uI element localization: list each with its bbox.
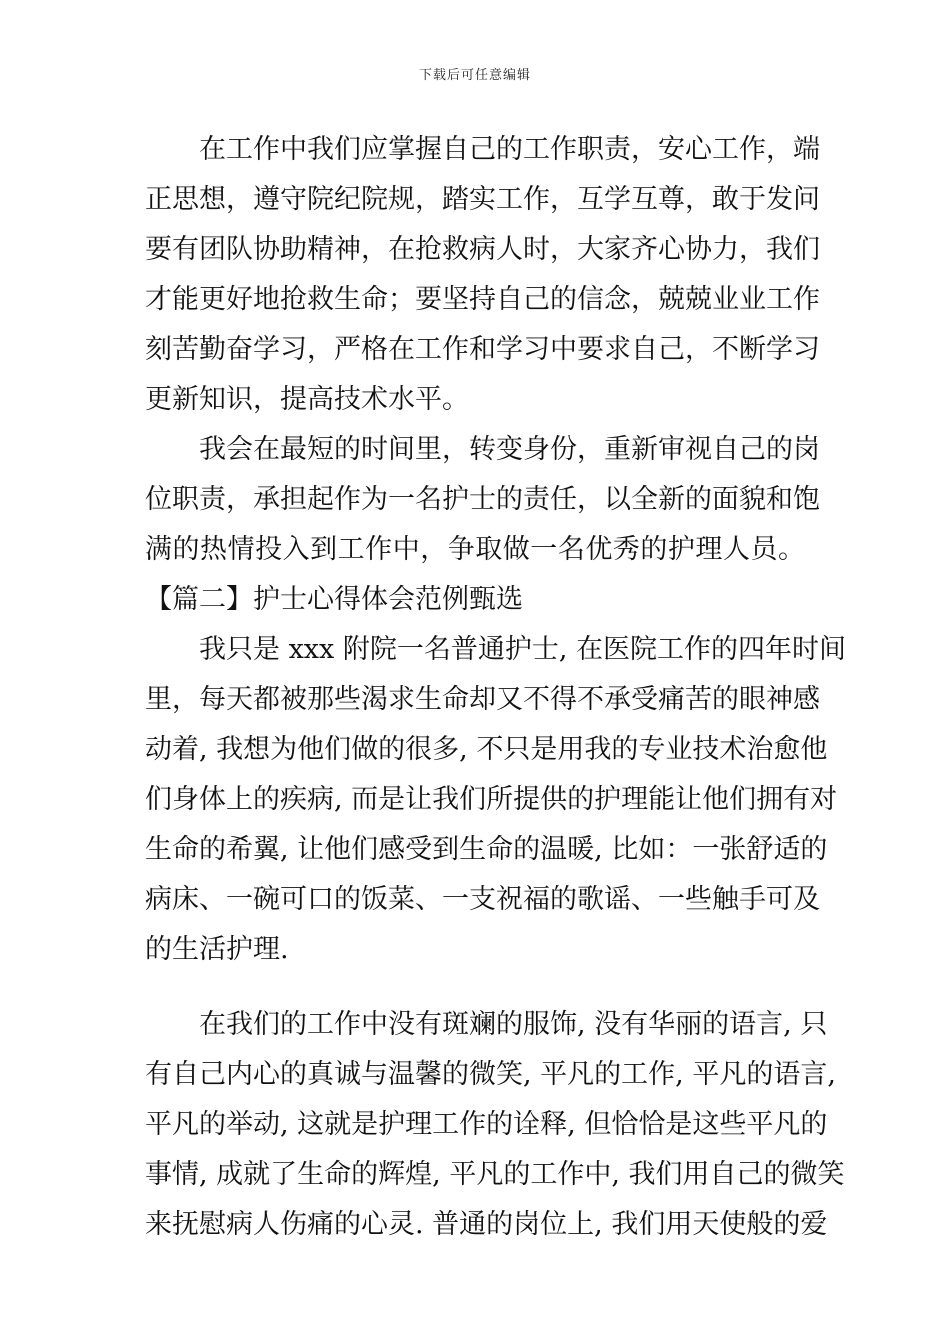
text-line: 生命的希翼, 让他们感受到生命的温暖, 比如：一张舒适的 — [145, 834, 828, 865]
text-line: 们身体上的疾病, 而是让我们所提供的护理能让他们拥有对 — [145, 784, 838, 815]
text-line: 里，每天都被那些渴求生命却又不得不承受痛苦的眼神感 — [145, 684, 820, 715]
text-line: 我会在最短的时间里，转变身份，重新审视自己的岗 — [199, 434, 820, 465]
text-line: 位职责，承担起作为一名护士的责任，以全新的面貌和饱 — [145, 484, 820, 515]
text-line: 满的热情投入到工作中，争取做一名优秀的护理人员。 — [145, 534, 805, 565]
text-line: 有自己内心的真诚与温馨的微笑, 平凡的工作, 平凡的语言, — [145, 1059, 836, 1090]
text-line: 才能更好地抢救生命；要坚持自己的信念，兢兢业业工作 — [145, 284, 820, 315]
text-line: 来抚慰病人伤痛的心灵. 普通的岗位上, 我们用天使般的爱 — [145, 1209, 828, 1240]
text-line: 要有团队协助精神，在抢救病人时，大家齐心协力，我们 — [145, 234, 820, 265]
text-line: 刻苦勤奋学习，严格在工作和学习中要求自己，不断学习 — [145, 334, 820, 365]
text-line: 更新知识，提高技术水平。 — [145, 384, 469, 415]
section-heading: 【篇二】护士心得体会范例甄选 — [145, 584, 523, 615]
text-line: 在工作中我们应掌握自己的工作职责，安心工作，端 — [199, 134, 820, 165]
text-line: 事情, 成就了生命的辉煌, 平凡的工作中, 我们用自己的微笑 — [145, 1159, 845, 1190]
text-line: 平凡的举动, 这就是护理工作的诠释, 但恰恰是这些平凡的 — [145, 1109, 828, 1140]
text-line: 动着, 我想为他们做的很多, 不只是用我的专业技术治愈他 — [145, 734, 828, 765]
text-line: 我只是 xxx 附院一名普通护士, 在医院工作的四年时间 — [199, 634, 847, 665]
text-line: 正思想，遵守院纪院规，踏实工作，互学互尊，敢于发问 — [145, 184, 820, 215]
text-line: 病床、一碗可口的饭菜、一支祝福的歌谣、一些触手可及 — [145, 884, 820, 915]
text-line: 在我们的工作中没有斑斓的服饰, 没有华丽的语言, 只 — [199, 1009, 828, 1040]
text-line: 的生活护理. — [145, 934, 289, 965]
header-note: 下载后可任意编辑 — [418, 68, 531, 83]
